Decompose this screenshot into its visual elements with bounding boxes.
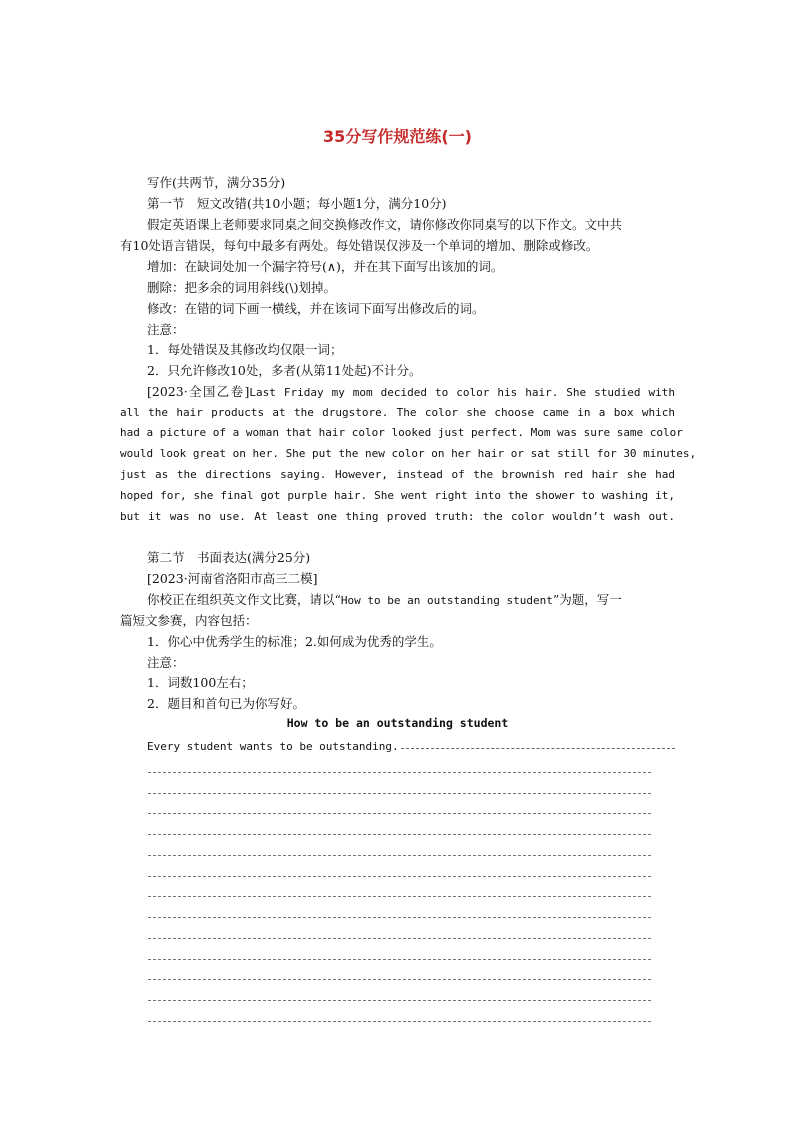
- writing-line[interactable]: [148, 1021, 651, 1022]
- prompt-topic: How to be an outstanding student: [340, 594, 553, 607]
- essay-first-line: [147, 736, 675, 753]
- part1-heading: 第一节 短文改错(共10小题；每小题1分，满分10分): [147, 196, 447, 211]
- passage-source: [2023·全国乙卷]: [147, 384, 250, 399]
- passage-line-1: [120, 382, 675, 404]
- writing-line[interactable]: [148, 979, 651, 980]
- essay-title: How to be an outstanding student: [286, 716, 509, 730]
- writing-line[interactable]: [148, 813, 651, 814]
- part1-note-1: 1．每处错误及其修改均仅限一词；: [147, 342, 343, 357]
- writing-line[interactable]: [148, 876, 651, 877]
- writing-line[interactable]: [148, 959, 651, 960]
- passage-line-3: had a picture of a woman that hair color looked just perfect. Mom was sure same color: [120, 426, 683, 439]
- part2-note-label: 注意：: [147, 655, 185, 670]
- writing-line[interactable]: [148, 834, 651, 835]
- writing-line[interactable]: [148, 917, 651, 918]
- part1-note-2: 2．只允许修改10处，多者(从第11处起)不计分。: [147, 363, 422, 378]
- part2-prompt-line-1: [120, 590, 675, 612]
- rule-add: 增加：在缺词处加一个漏字符号(∧)，并在其下面写出该加的词。: [147, 259, 504, 274]
- passage-line-2: all the hair products at the drugstore. The color she choose came in a box which: [120, 406, 675, 419]
- part2-note-2: 2．题目和首句已为你写好。: [147, 696, 305, 711]
- writing-line[interactable]: [148, 938, 651, 939]
- passage-line-4: would look great on her. She put the new color on her hair or sat still for 30 minutes,: [120, 447, 697, 460]
- part1-intro-line-1: 假定英语课上老师要求同桌之间交换修改作文，请你修改你同桌写的以下作文。文中共: [147, 217, 623, 232]
- page-title: 35分写作规范练(一): [323, 127, 472, 146]
- passage-line-5: just as the directions saying. However, instead of the brownish red hair she had: [120, 468, 675, 481]
- writing-line[interactable]: [148, 896, 651, 897]
- section-header: 写作(共两节，满分35分): [147, 175, 286, 190]
- passage-line-6: hoped for, she final got purple hair. She went right into the shower to washing it,: [120, 489, 675, 502]
- writing-line[interactable]: [148, 1000, 651, 1001]
- prompt-text-a: 你校正在组织英文作文比赛，请以“: [147, 592, 341, 607]
- essay-first-sentence: Every student wants to be outstanding.: [147, 740, 399, 753]
- writing-blank[interactable]: [401, 736, 675, 749]
- part1-intro-line-2: 有10处语言错误，每句中最多有两处。每处错误仅涉及一个单词的增加、删除或修改。: [120, 238, 599, 253]
- rule-delete: 删除：把多余的词用斜线(\)划掉。: [147, 280, 336, 295]
- part2-heading: 第二节 书面表达(满分25分): [147, 550, 311, 565]
- part2-source: [2023·河南省洛阳市高三二模]: [147, 571, 318, 586]
- writing-line[interactable]: [148, 855, 651, 856]
- part2-prompt-line-2: 篇短文参赛，内容包括：: [120, 613, 258, 628]
- part1-note-label: 注意：: [147, 322, 185, 337]
- passage-line-7: but it was no use. At least one thing proved truth: the color wouldn’t wash out.: [120, 510, 675, 523]
- passage-text: Last Friday my mom decided to color his hair. She studied with: [249, 386, 675, 399]
- part2-content: 1．你心中优秀学生的标准；2.如何成为优秀的学生。: [147, 634, 442, 649]
- writing-line[interactable]: [148, 793, 651, 794]
- writing-line[interactable]: [148, 772, 651, 773]
- prompt-text-b: ”为题，写一: [552, 592, 622, 607]
- rule-modify: 修改：在错的词下画一横线，并在该词下面写出修改后的词。: [147, 301, 485, 316]
- part2-note-1: 1．词数100左右；: [147, 675, 254, 690]
